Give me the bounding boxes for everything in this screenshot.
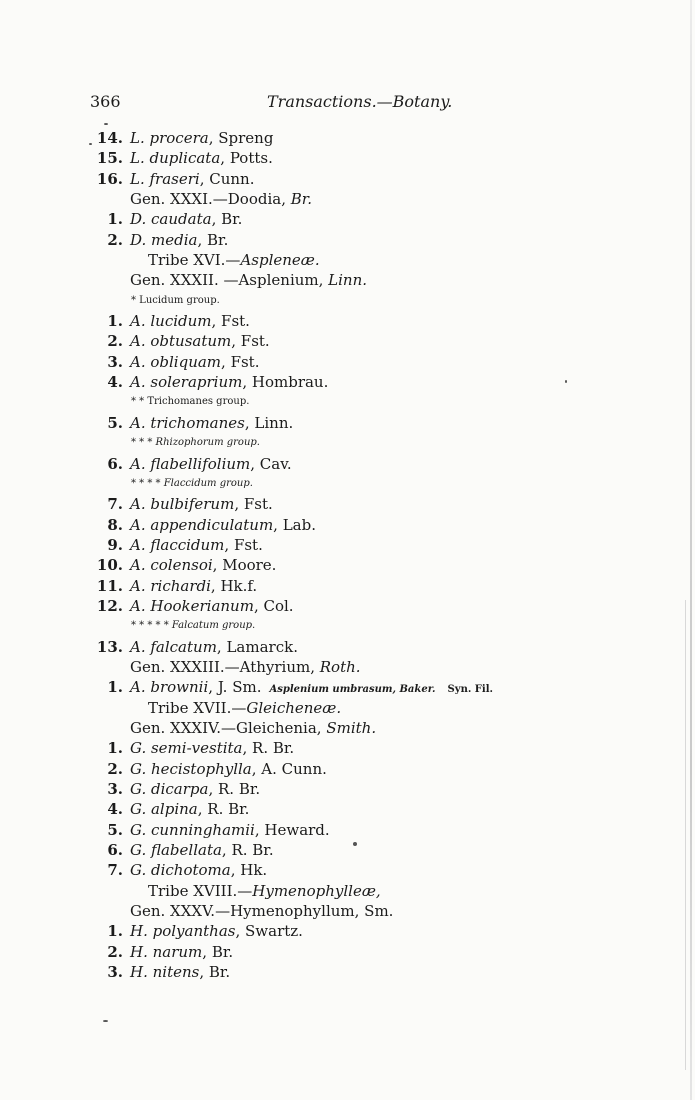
species-authority: , R. Br. (208, 780, 261, 798)
species-authority: , Lab. (273, 515, 316, 534)
species-number: 2. (107, 230, 123, 249)
species-text (130, 555, 276, 575)
species-row (0, 860, 695, 880)
species-name: G. hecistophylla (130, 759, 252, 778)
tribe-row (0, 698, 695, 718)
species-row (0, 494, 695, 514)
genus-authority: Linn. (328, 271, 368, 290)
species-row (0, 515, 695, 535)
species-text (130, 372, 328, 392)
species-row (0, 209, 695, 229)
synonym-name: Asplenium umbrasum, Baker. (269, 684, 436, 696)
species-text (130, 860, 267, 880)
species-text (130, 230, 228, 250)
synonym-reference: Syn. Fil. (447, 684, 493, 696)
species-row (0, 413, 695, 433)
genus-row (0, 270, 695, 290)
species-authority: , Fst. (221, 352, 260, 371)
species-authority: , Swartz. (235, 922, 303, 941)
tribe-name: Hymenophylleæ, (252, 881, 381, 900)
species-authority: , A. Cunn. (251, 759, 327, 778)
ink-speck (104, 123, 108, 125)
species-authority: , Br. (202, 942, 234, 961)
species-authority: , R. Br. (221, 841, 274, 860)
species-text (130, 311, 250, 331)
species-number: 15. (96, 149, 123, 168)
species-row (0, 169, 695, 189)
species-row (0, 840, 695, 860)
species-name: A. obtusatum (130, 332, 232, 351)
genus-authority: Roth. (319, 657, 361, 676)
species-row (0, 779, 695, 799)
species-authority: , Cav. (250, 454, 292, 473)
species-row (0, 230, 695, 250)
species-authority: , Br. (199, 963, 231, 982)
species-name: G. dichotoma (130, 861, 231, 880)
species-name: D. media (130, 230, 198, 249)
species-text (130, 331, 270, 351)
group-row (0, 474, 695, 494)
tribe-text (148, 698, 341, 718)
group-text (131, 474, 253, 494)
species-name: A. flaccidum (130, 535, 225, 554)
genus-title: Gen. XXXIII.—Athyrium, (130, 657, 320, 676)
species-row (0, 535, 695, 555)
tribe-text (148, 250, 320, 270)
species-number: 14. (96, 129, 123, 147)
species-text (130, 779, 260, 799)
species-authority: , Heward. (254, 820, 330, 839)
species-text (130, 820, 330, 840)
species-row (0, 799, 695, 819)
species-number: 6. (107, 454, 123, 473)
species-name: H. nitens (130, 963, 200, 982)
species-text (130, 494, 273, 514)
species-text (130, 148, 273, 168)
group-text (131, 392, 249, 412)
species-name: L. fraseri (130, 169, 200, 188)
group-row (0, 616, 695, 636)
species-row (0, 677, 695, 697)
species-row (0, 454, 695, 474)
species-authority: , Potts. (220, 149, 273, 168)
species-text (130, 942, 233, 962)
genus-title: Gen. XXXIV.—Gleichenia, (130, 718, 327, 737)
species-text (130, 169, 254, 189)
page-header (0, 92, 695, 114)
species-authority: , Spreng (208, 129, 274, 147)
species-authority: , Fst. (234, 495, 273, 514)
species-text (130, 759, 327, 779)
species-number: 1. (107, 739, 123, 758)
tribe-title: Tribe XVII.— (148, 698, 247, 717)
tribe-title: Tribe XVI.— (148, 251, 241, 270)
species-text (130, 799, 249, 819)
species-name: A. Hookerianum (130, 596, 254, 615)
species-row (0, 820, 695, 840)
genus-row (0, 718, 695, 738)
species-name: A. brownii (130, 678, 209, 697)
species-authority: , Lamarck. (216, 637, 298, 656)
species-authority: , Linn. (244, 413, 294, 432)
group-label: * * * * Flaccidum group. (131, 477, 253, 489)
genus-row (0, 901, 695, 921)
species-text (130, 454, 292, 474)
species-number: 4. (107, 800, 123, 819)
species-authority: , Hk. (230, 861, 268, 880)
group-text (131, 433, 260, 453)
species-row (0, 921, 695, 941)
species-row (0, 596, 695, 616)
species-number: 3. (107, 352, 123, 371)
genus-title: Gen. XXXV.—Hymenophyllum, Sm. (130, 902, 394, 921)
tribe-title: Tribe XVIII.— (148, 881, 253, 900)
species-row (0, 331, 695, 351)
tribe-row (0, 250, 695, 270)
species-name: A. richardi (130, 576, 211, 595)
species-number: 4. (107, 373, 123, 392)
group-label: * * * Rhizophorum group. (131, 437, 260, 449)
species-number: 3. (107, 780, 123, 798)
species-text (130, 576, 257, 596)
species-row (0, 352, 695, 372)
species-number: 1. (107, 210, 123, 229)
species-name: A. falcatum (130, 637, 217, 656)
species-number: 12. (96, 596, 123, 615)
species-row (0, 311, 695, 331)
genus-title: Gen. XXXII. —Asplenium, (130, 271, 329, 290)
species-name: G. semi-vestita (130, 739, 243, 758)
species-list (0, 128, 695, 982)
species-number: 2. (107, 759, 123, 778)
species-name: A. lucidum (130, 312, 212, 331)
species-text (130, 128, 273, 148)
species-name: L. duplicata (130, 149, 221, 168)
species-name: A. flabellifolium (130, 454, 251, 473)
species-number: 6. (107, 841, 123, 860)
species-number: 13. (96, 637, 123, 656)
species-number: 8. (107, 515, 123, 534)
species-row (0, 576, 695, 596)
running-head: Transactions.—Botany. (267, 92, 453, 111)
species-name: D. caudata (130, 210, 212, 229)
species-row (0, 148, 695, 168)
genus-row (0, 189, 695, 209)
synonym (269, 684, 493, 695)
species-authority: , Fst. (211, 312, 250, 331)
tribe-row (0, 881, 695, 901)
species-number: 11. (96, 576, 123, 595)
species-number: 9. (107, 535, 123, 554)
species-row (0, 942, 695, 962)
species-text (130, 596, 294, 616)
species-text (130, 535, 263, 555)
species-text (130, 209, 242, 229)
species-number: 1. (107, 922, 123, 941)
species-number: 7. (107, 495, 123, 514)
genus-title: Gen. XXXI.—Doodia, (130, 190, 291, 209)
species-row (0, 637, 695, 657)
group-row (0, 291, 695, 311)
group-label: * Lucidum group. (131, 294, 220, 306)
species-row (0, 555, 695, 575)
species-text (130, 637, 298, 657)
species-name: A. colensoi (130, 556, 213, 575)
species-name: H. narum (130, 942, 203, 961)
species-text (130, 738, 294, 758)
species-authority: , Hombrau. (242, 373, 329, 392)
species-number: 2. (107, 332, 123, 351)
species-number: 10. (96, 556, 123, 575)
species-authority: , Cunn. (199, 169, 255, 188)
species-row (0, 759, 695, 779)
species-authority: , Br. (211, 210, 243, 229)
tribe-name: Gleicheneæ. (246, 698, 342, 717)
species-name: L. procera (130, 129, 209, 147)
species-name: A. bulbiferum (130, 495, 235, 514)
species-name: G. alpina (130, 800, 198, 819)
species-number: 7. (107, 861, 123, 880)
species-row (0, 372, 695, 392)
genus-text (130, 657, 361, 677)
species-number: 1. (107, 678, 123, 697)
ink-speck (103, 1020, 108, 1022)
species-text (130, 515, 316, 535)
genus-authority: Br. (290, 190, 313, 209)
group-text (131, 291, 220, 311)
group-label: * * Trichomanes group. (131, 396, 250, 408)
species-authority: , Col. (253, 596, 294, 615)
tribe-text (148, 881, 381, 901)
group-row (0, 392, 695, 412)
species-name: H. polyanthas (130, 922, 236, 941)
species-name: A. appendiculatum (130, 515, 274, 534)
species-number: 16. (96, 169, 123, 188)
group-row (0, 433, 695, 453)
species-row (0, 128, 695, 148)
species-authority: , Moore. (212, 556, 277, 575)
species-number: 2. (107, 942, 123, 961)
species-authority: , Fst. (224, 535, 263, 554)
genus-text (130, 189, 312, 209)
species-row (0, 738, 695, 758)
species-number: 1. (107, 312, 123, 331)
tribe-name: Aspleneæ. (240, 251, 320, 270)
species-number: 3. (107, 963, 123, 982)
species-authority: , Fst. (231, 332, 270, 351)
species-authority: , Hk.f. (210, 576, 258, 595)
species-text (130, 921, 303, 941)
genus-row (0, 657, 695, 677)
species-authority: , R. Br. (197, 800, 250, 819)
species-number: 5. (107, 413, 123, 432)
genus-authority: Smith. (326, 718, 377, 737)
species-name: G. flabellata (130, 841, 222, 860)
species-name: A. soleraprium (130, 373, 243, 392)
species-name: G. cunninghamii (130, 820, 255, 839)
species-text (130, 840, 274, 860)
group-label: * * * * * Falcatum group. (131, 620, 256, 632)
species-text (130, 413, 293, 433)
genus-text (130, 718, 376, 738)
genus-text (130, 901, 393, 921)
species-authority: , Br. (197, 230, 229, 249)
species-number: 5. (107, 820, 123, 839)
species-name: A. obliquam (130, 352, 222, 371)
species-authority: , R. Br. (242, 739, 295, 758)
species-authority: , J. Sm. (208, 678, 262, 697)
species-name: A. trichomanes (130, 413, 245, 432)
species-name: G. dicarpa (130, 780, 209, 798)
page-number: 366 (90, 92, 121, 111)
species-text (130, 352, 259, 372)
group-text (131, 616, 255, 636)
species-row (0, 962, 695, 982)
species-text (130, 962, 230, 982)
genus-text (130, 270, 367, 290)
